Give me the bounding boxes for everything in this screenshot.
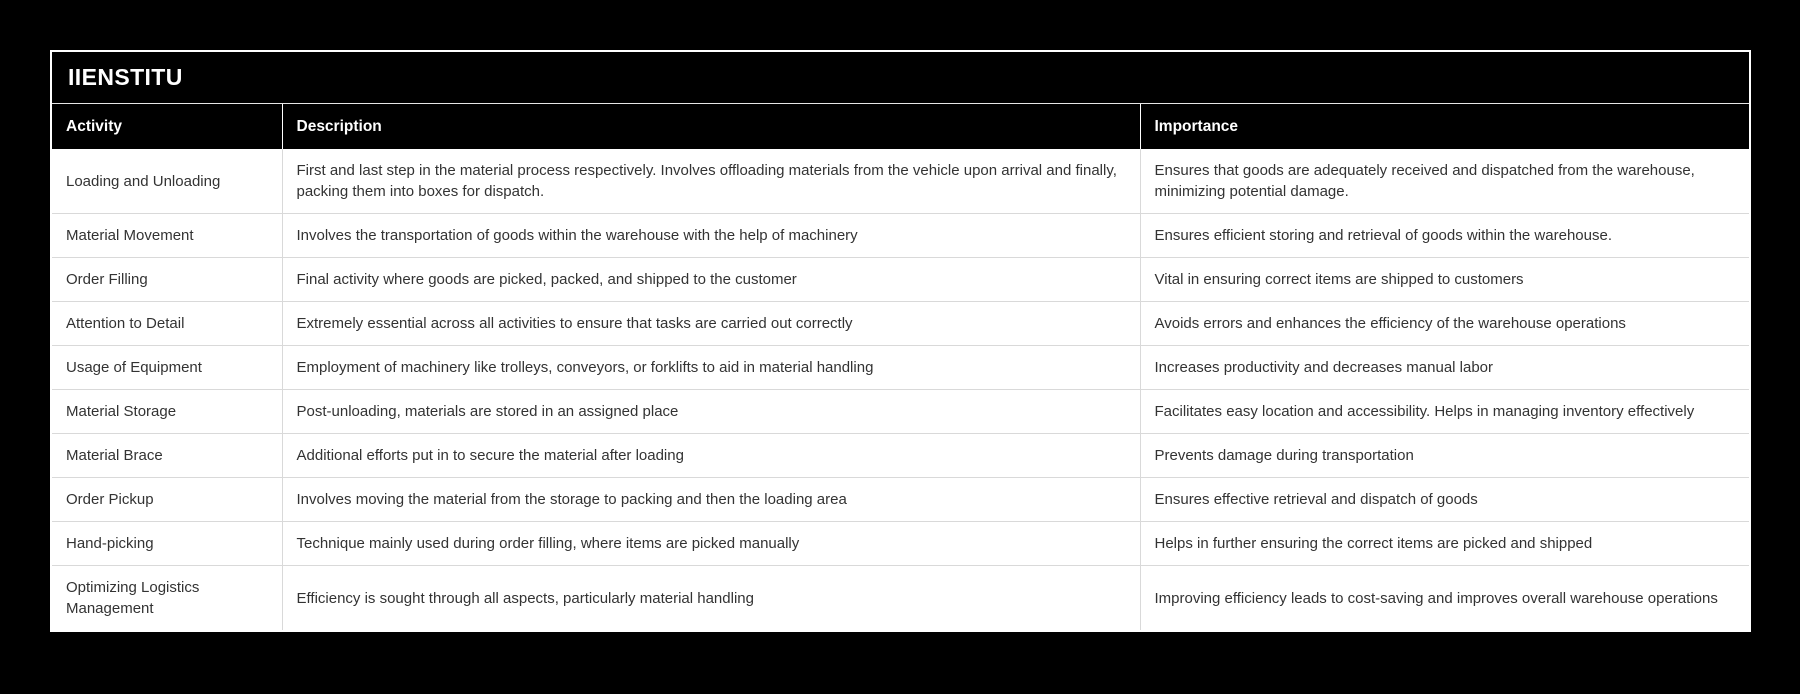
cell-description: Efficiency is sought through all aspects, particularly material handling — [282, 566, 1140, 631]
cell-description: Involves moving the material from the storage to packing and then the loading area — [282, 478, 1140, 522]
table-row — [52, 434, 1749, 478]
table-body — [52, 149, 1749, 630]
cell-importance: Avoids errors and enhances the efficiency of the warehouse operations — [1140, 302, 1749, 346]
cell-activity: Order Filling — [52, 258, 282, 302]
cell-description: Final activity where goods are picked, packed, and shipped to the customer — [282, 258, 1140, 302]
table-row — [52, 302, 1749, 346]
cell-activity: Material Movement — [52, 214, 282, 258]
cell-activity: Optimizing Logistics Management — [52, 566, 282, 631]
table-row — [52, 522, 1749, 566]
column-header-activity: Activity — [52, 104, 282, 149]
table-row — [52, 566, 1749, 631]
table-row — [52, 346, 1749, 390]
cell-activity: Material Storage — [52, 390, 282, 434]
table-title: IIENSTITU — [52, 52, 1749, 104]
warehouse-activities-table-card — [50, 50, 1751, 632]
cell-activity: Material Brace — [52, 434, 282, 478]
cell-activity: Order Pickup — [52, 478, 282, 522]
cell-activity: Hand-picking — [52, 522, 282, 566]
table-row — [52, 478, 1749, 522]
table-row — [52, 390, 1749, 434]
cell-description: Extremely essential across all activities to ensure that tasks are carried out correctly — [282, 302, 1140, 346]
table-row — [52, 258, 1749, 302]
cell-importance: Increases productivity and decreases manual labor — [1140, 346, 1749, 390]
cell-activity: Attention to Detail — [52, 302, 282, 346]
cell-importance: Prevents damage during transportation — [1140, 434, 1749, 478]
table-row — [52, 214, 1749, 258]
cell-importance: Helps in further ensuring the correct items are picked and shipped — [1140, 522, 1749, 566]
cell-importance: Ensures that goods are adequately received and dispatched from the warehouse, minimizing potential damage. — [1140, 149, 1749, 214]
header-row — [52, 104, 1749, 149]
table-row — [52, 149, 1749, 214]
cell-importance: Ensures efficient storing and retrieval of goods within the warehouse. — [1140, 214, 1749, 258]
cell-importance: Improving efficiency leads to cost-saving and improves overall warehouse operations — [1140, 566, 1749, 631]
cell-importance: Facilitates easy location and accessibility. Helps in managing inventory effectively — [1140, 390, 1749, 434]
cell-description: First and last step in the material process respectively. Involves offloading materials from the vehicle upon arrival and finally, packing them into boxes for dispatch. — [282, 149, 1140, 214]
cell-description: Employment of machinery like trolleys, conveyors, or forklifts to aid in material handling — [282, 346, 1140, 390]
cell-description: Post-unloading, materials are stored in an assigned place — [282, 390, 1140, 434]
column-header-description: Description — [282, 104, 1140, 149]
cell-importance: Ensures effective retrieval and dispatch of goods — [1140, 478, 1749, 522]
cell-description: Technique mainly used during order filling, where items are picked manually — [282, 522, 1140, 566]
cell-activity: Usage of Equipment — [52, 346, 282, 390]
column-header-importance: Importance — [1140, 104, 1749, 149]
warehouse-activities-table — [52, 104, 1749, 630]
cell-description: Additional efforts put in to secure the material after loading — [282, 434, 1140, 478]
cell-importance: Vital in ensuring correct items are shipped to customers — [1140, 258, 1749, 302]
cell-activity: Loading and Unloading — [52, 149, 282, 214]
table-header — [52, 104, 1749, 149]
cell-description: Involves the transportation of goods within the warehouse with the help of machinery — [282, 214, 1140, 258]
